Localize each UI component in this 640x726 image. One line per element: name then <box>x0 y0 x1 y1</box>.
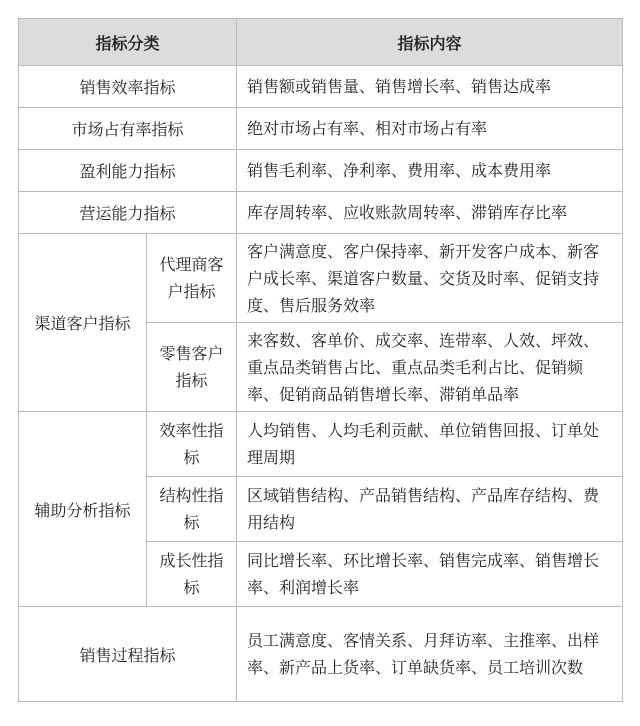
category-cell: 销售过程指标 <box>19 607 237 702</box>
table-row <box>19 150 623 192</box>
content-cell: 区域销售结构、产品销售结构、产品库存结构、费用结构 <box>237 477 623 542</box>
subcategory-cell: 效率性指标 <box>147 412 237 477</box>
header-content: 指标内容 <box>237 19 623 66</box>
category-cell: 营运能力指标 <box>19 192 237 234</box>
content-cell: 绝对市场占有率、相对市场占有率 <box>237 108 623 150</box>
category-cell: 渠道客户指标 <box>19 234 147 412</box>
table-row <box>19 234 623 323</box>
category-cell: 盈利能力指标 <box>19 150 237 192</box>
table-row <box>19 192 623 234</box>
content-cell: 员工满意度、客情关系、月拜访率、主推率、出样率、新产品上货率、订单缺货率、员工培训次数 <box>237 607 623 702</box>
table-row <box>19 412 623 477</box>
subcategory-cell: 零售客户指标 <box>147 323 237 412</box>
subcategory-cell: 成长性指标 <box>147 542 237 607</box>
category-cell: 销售效率指标 <box>19 66 237 108</box>
metrics-table <box>18 18 623 702</box>
category-cell: 市场占有率指标 <box>19 108 237 150</box>
content-cell: 库存周转率、应收账款周转率、滞销库存比率 <box>237 192 623 234</box>
subcategory-cell: 结构性指标 <box>147 477 237 542</box>
content-cell: 销售毛利率、净利率、费用率、成本费用率 <box>237 150 623 192</box>
content-cell: 同比增长率、环比增长率、销售完成率、销售增长率、利润增长率 <box>237 542 623 607</box>
table-row <box>19 607 623 702</box>
header-category: 指标分类 <box>19 19 237 66</box>
table-row <box>19 66 623 108</box>
content-cell: 来客数、客单价、成交率、连带率、人效、坪效、重点品类销售占比、重点品类毛利占比、促销频率、促销商品销售增长率、滞销单品率 <box>237 323 623 412</box>
category-cell: 辅助分析指标 <box>19 412 147 607</box>
content-cell: 销售额或销售量、销售增长率、销售达成率 <box>237 66 623 108</box>
subcategory-cell: 代理商客户指标 <box>147 234 237 323</box>
content-cell: 客户满意度、客户保持率、新开发客户成本、新客户成长率、渠道客户数量、交货及时率、促销支持度、售后服务效率 <box>237 234 623 323</box>
content-cell: 人均销售、人均毛利贡献、单位销售回报、订单处理周期 <box>237 412 623 477</box>
table-row <box>19 108 623 150</box>
table-header-row <box>19 19 623 66</box>
